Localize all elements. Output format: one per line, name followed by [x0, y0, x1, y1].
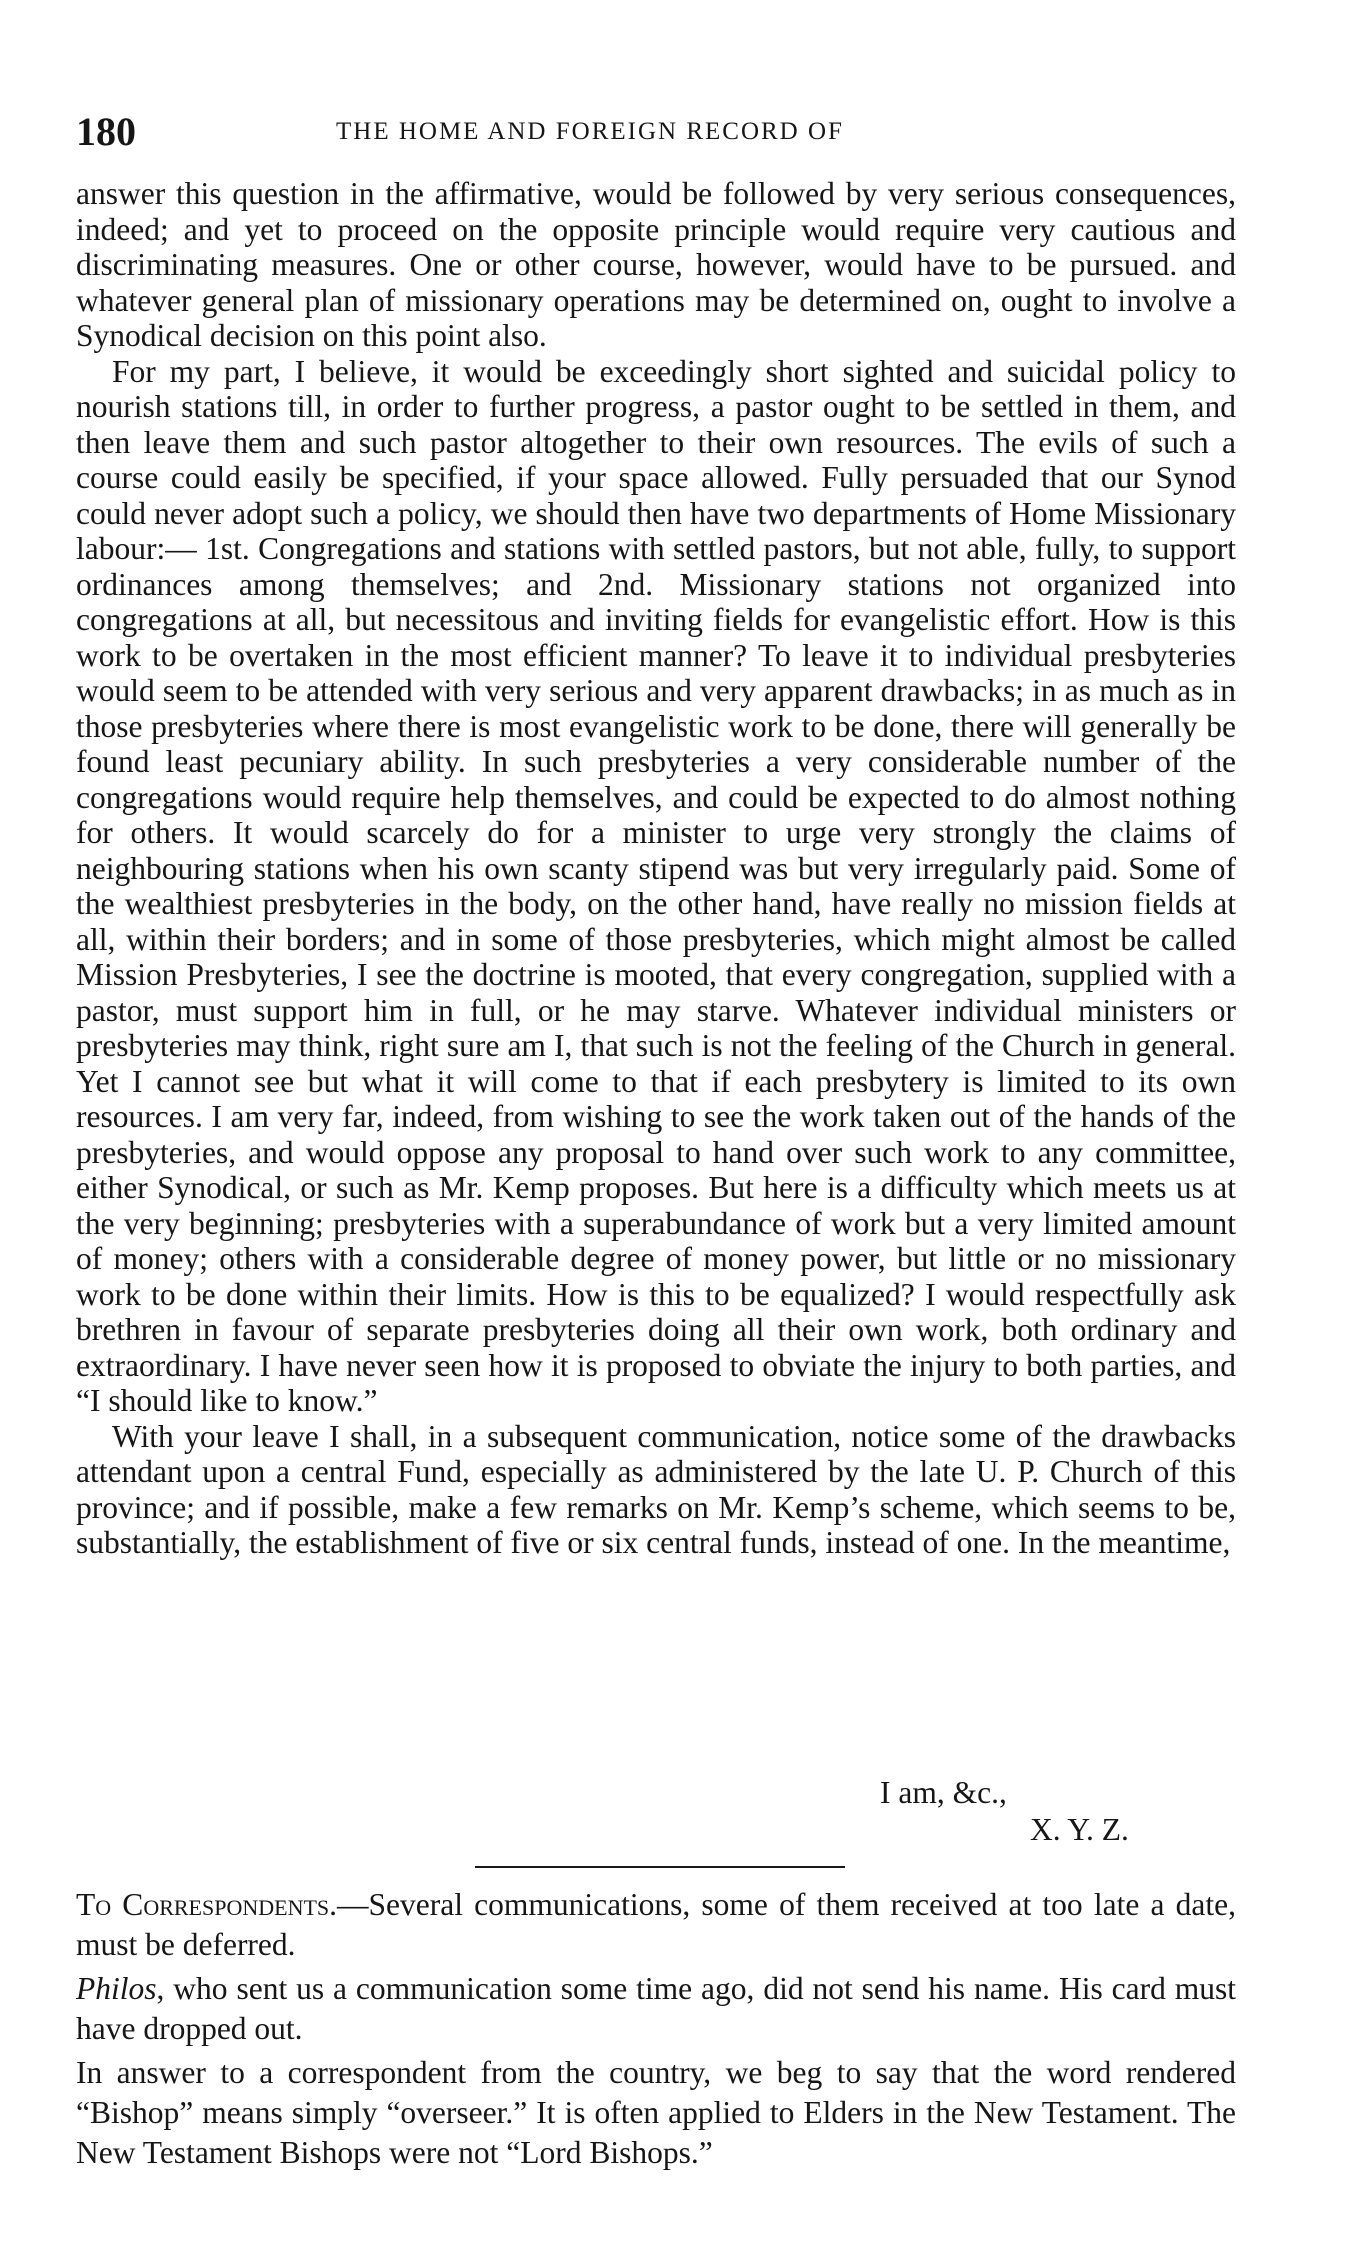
notice-text: —Several communications, some of them received at too late a date, must be deferred.	[76, 1887, 1236, 1962]
page-number: 180	[76, 109, 136, 154]
notice-heading: To Correspondents.	[76, 1887, 338, 1922]
section-divider	[475, 1866, 845, 1868]
notice-text: , who sent us a communication some time ago, did not send his name. His card must have dropped out.	[76, 1971, 1236, 2046]
letter-signature: X. Y. Z.	[1030, 1812, 1129, 1847]
notice-correspondent-name: Philos	[76, 1971, 157, 2006]
notice-item-3: In answer to a correspondent from the country, we beg to say that the word rendered “Bishop” means simply “overseer.” It is often applied to Elders in the New Testament. The New Testament Bishops were not “Lord Bishops.”	[76, 2055, 1236, 2170]
letter-body	[76, 176, 1236, 1561]
running-head: THE HOME AND FOREIGN RECORD OF	[336, 118, 844, 145]
letter-paragraph-1: answer this question in the affirmative, would be followed by very serious consequences, indeed; and yet to proceed on the opposite principle would require very cautious and discriminating measures. One or other course, however, would have to be pursued. and whatever general plan of missionary operations may be determined on, ought to involve a Synodical decision on this point also.	[76, 176, 1236, 353]
page-header	[76, 108, 1236, 156]
notice-item-1	[76, 1885, 1236, 1965]
letter-paragraph-3: With your leave I shall, in a subsequent communication, notice some of the drawbacks attendant upon a central Fund, especially as administered by the late U. P. Church of this province; and if possible, make a few remarks on Mr. Kemp’s scheme, which seems to be, substantially, the establishment of five or six central funds, instead of one. In the meantime,	[76, 1418, 1236, 1560]
notice-item-2	[76, 1969, 1236, 2049]
correspondents-notices	[76, 1885, 1236, 2177]
letter-paragraph-2: For my part, I believe, it would be exceedingly short sighted and suicidal policy to nourish stations till, in order to further progress, a pastor ought to be settled in them, and then leave them and such pastor altogether to their own resources. The evils of such a course could easily be specified, if your space allowed. Fully persuaded that our Synod could never adopt such a policy, we should then have two departments of Home Missionary labour:— 1st. Congregations and stations with settled pastors, but not able, fully, to support ordinances among themselves; and 2nd. Missionary stations not organized into congregations at all, but necessitous and inviting fields for evangelistic effort. How is this work to be overtaken in the most efficient manner? To leave it to individual presbyteries would seem to be attended with very serious and very apparent drawbacks; in as much as in those presbyteries where there is most evangelistic work to be done, there will generally be found least pecuniary ability. In such presbyteries a very considerable number of the congregations would require help themselves, and could be expected to do almost nothing for others. It would scarcely do for a minister to urge very strongly the claims of neighbouring stations when his own scanty stipend was but very irregularly paid. Some of the wealthiest presbyteries in the body, on the other hand, have really no mission fields at all, within their borders; and in some of those presbyteries, which might almost be called Mission Presbyteries, I see the doctrine is mooted, that every congregation, supplied with a pastor, must support him in full, or he may starve. Whatever individual ministers or presbyteries may think, right sure am I, that such is not the feeling of the Church in general. Yet I cannot see but what it will come to that if each presbytery is limited to its own resources. I am very far, indeed, from wishing to see the work taken out of the hands of the presbyteries, and would oppose any proposal to hand over such work to any committee, either Synodical, or such as Mr. Kemp proposes. But here is a difficulty which meets us at the very beginning; presbyteries with a superabundance of work but a very limited amount of money; others with a considerable degree of money power, but little or no missionary work to be done within their limits. How is this to be equalized? I would respectfully ask brethren in favour of separate presbyteries doing all their own work, both ordinary and extraordinary. I have never seen how it is proposed to obviate the injury to both parties, and “I should like to know.”	[76, 353, 1236, 1418]
letter-closing: I am, &c.,	[880, 1775, 1007, 1810]
